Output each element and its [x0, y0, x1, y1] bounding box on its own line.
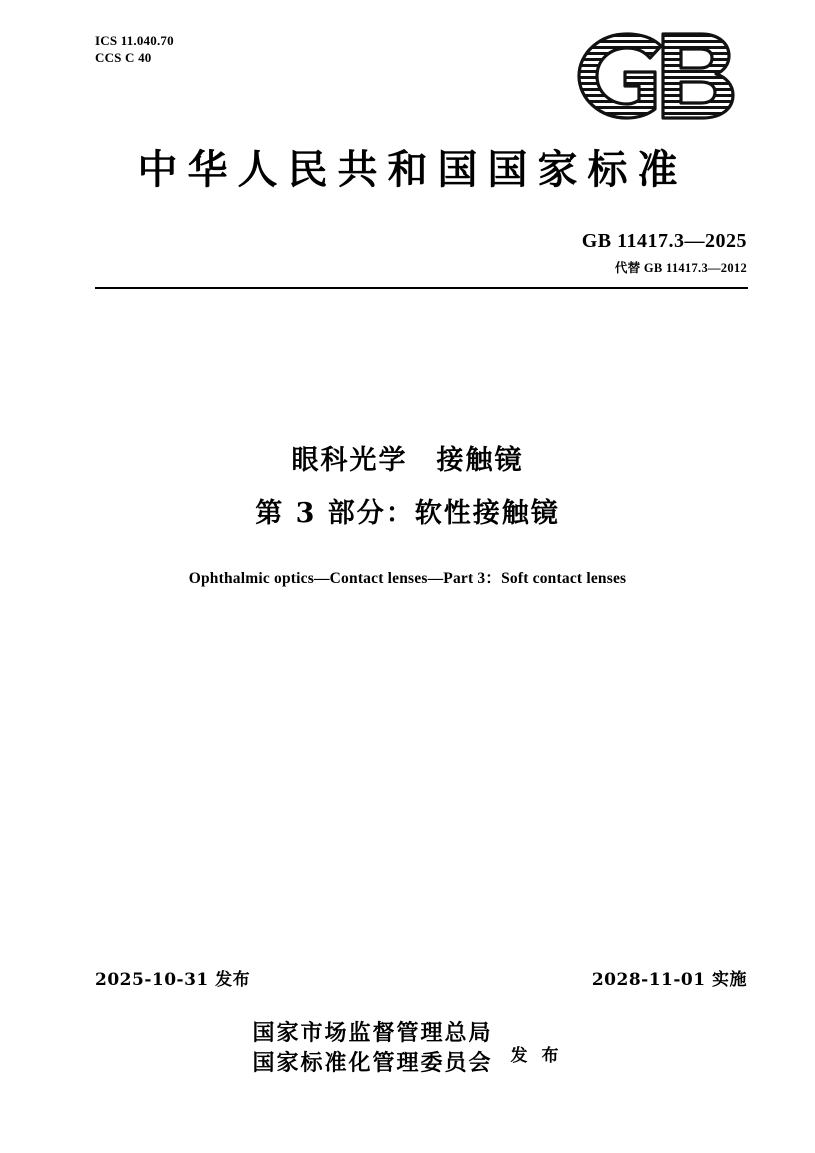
issuer-inner [253, 1018, 563, 1078]
classification-codes [95, 32, 174, 66]
issue-date: 2025-10-31 发布 [95, 970, 251, 990]
document-title-line2: 第 3 部分：软性接触镜 [255, 498, 560, 529]
header-divider [95, 287, 748, 289]
issuer-block [0, 1018, 815, 1078]
standard-replaces: 代替 GB 11417.3—2012 [614, 261, 747, 275]
standard-number: GB 11417.3—2025 [581, 230, 747, 252]
issuer-line1: 国家市场监督管理总局 [252, 1020, 493, 1046]
issuer-names [253, 1018, 493, 1078]
document-title-english: Ophthalmic optics—Contact lenses—Part 3：Soft contact lenses [188, 570, 627, 587]
national-standard-title: 中华人民共和国国家标准 [137, 146, 688, 193]
ics-code: ICS 11.040.70 [95, 33, 174, 48]
publish-label: 发 布 [510, 1045, 563, 1066]
implementation-date: 2028-11-01 实施 [591, 970, 747, 990]
document-title [0, 438, 815, 530]
ccs-code: CCS C 40 [95, 50, 152, 65]
issuer-line2: 国家标准化管理委员会 [252, 1050, 493, 1076]
document-title-line1: 眼科光学 接触镜 [291, 445, 524, 476]
gb-logo-icon [567, 28, 747, 124]
